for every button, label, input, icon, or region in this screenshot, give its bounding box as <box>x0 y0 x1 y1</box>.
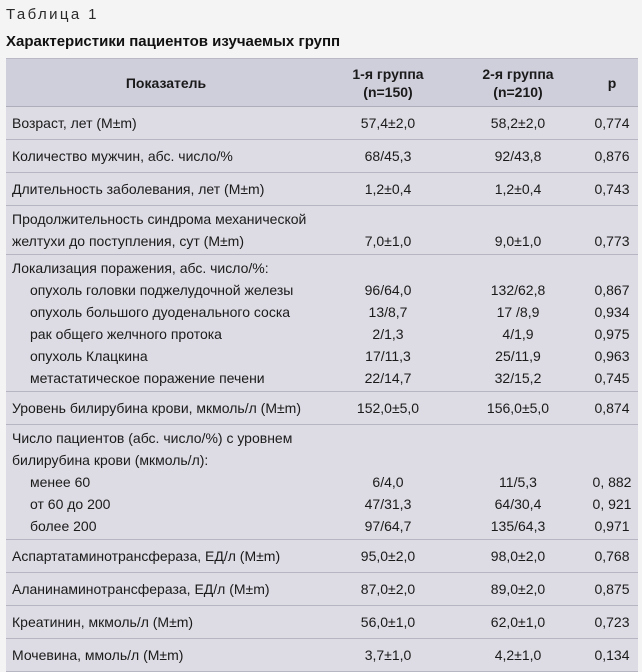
row-label: Число пациентов (абс. число/%) с уровнем <box>12 430 293 446</box>
sub-label: метастатическое поражение печени <box>30 370 265 386</box>
row-label: Возраст, лет (M±m) <box>12 115 137 131</box>
value-group1: 22/14,7 <box>364 370 412 386</box>
header-group1 <box>326 59 450 106</box>
row-localization <box>6 255 638 392</box>
row-urea <box>6 639 638 672</box>
patient-characteristics-table <box>6 58 638 672</box>
value-group2: 25/11,9 <box>495 348 541 364</box>
row-label: Креатинин, мкмоль/л (M±m) <box>12 614 194 630</box>
sub-row <box>6 323 638 345</box>
value-p: 0,743 <box>594 181 630 197</box>
value-p: 0,134 <box>594 647 630 663</box>
value-group2: 58,2±2,0 <box>490 115 546 131</box>
value-group2: 132/62,8 <box>490 282 546 298</box>
value-p: 0,874 <box>594 400 630 416</box>
value-group2: 17 /8,9 <box>496 304 540 320</box>
value-group1: 152,0±5,0 <box>356 400 420 416</box>
value-p: 0,934 <box>594 304 630 320</box>
row-label: Аланинаминотрансфераза, ЕД/л (M±m) <box>12 581 270 597</box>
value-group2: 32/15,2 <box>494 370 542 386</box>
table-header <box>6 59 638 107</box>
row-jaundice <box>6 206 638 255</box>
value-p: 0,745 <box>594 370 630 386</box>
value-p: 0,971 <box>594 518 630 534</box>
header-group2-name: 2-я группа <box>482 65 554 82</box>
sub-row <box>6 471 638 493</box>
sub-label: менее 60 <box>30 474 91 490</box>
row-men <box>6 140 638 173</box>
row-age <box>6 107 638 140</box>
row-label: Локализация поражения, абс. число/%: <box>12 260 269 276</box>
row-alt <box>6 573 638 606</box>
value-p: 0,876 <box>594 148 630 164</box>
value-group1: 17/11,3 <box>365 348 411 364</box>
row-creatinine <box>6 606 638 639</box>
sub-row <box>6 515 638 537</box>
table-title: Характеристики пациентов изучаемых групп <box>6 33 341 50</box>
row-label-cont: билирубина крови (мкмоль/л): <box>12 452 209 468</box>
value-group1: 56,0±1,0 <box>360 614 416 630</box>
value-group1: 96/64,0 <box>364 282 412 298</box>
sub-row <box>6 493 638 515</box>
row-label: Продолжительность синдрома механической <box>12 211 307 227</box>
value-group2: 11/5,3 <box>499 474 537 490</box>
value-group2: 64/30,4 <box>494 496 542 512</box>
header-indicator: Показатель <box>125 74 207 91</box>
value-group1: 57,4±2,0 <box>360 115 416 131</box>
value-group1: 95,0±2,0 <box>360 548 416 564</box>
header-group2 <box>450 59 586 106</box>
value-group1: 87,0±2,0 <box>360 581 416 597</box>
sub-label: более 200 <box>30 518 97 534</box>
value-p: 0,768 <box>594 548 630 564</box>
value-group1: 13/8,7 <box>368 304 408 320</box>
sub-row <box>6 345 638 367</box>
value-group2: 156,0±5,0 <box>486 400 550 416</box>
value-group2: 135/64,3 <box>490 518 546 534</box>
value-group2: 92/43,8 <box>494 148 542 164</box>
header-group2-n: (n=210) <box>493 83 543 100</box>
sub-row <box>6 279 638 301</box>
value-group1: 1,2±0,4 <box>364 181 412 197</box>
value-p: 0,875 <box>594 581 630 597</box>
table-caption: Таблица 1 <box>6 6 99 23</box>
sub-label: опухоль большого дуоденального соска <box>30 304 291 320</box>
value-group2: 62,0±1,0 <box>490 614 546 630</box>
value-group2: 89,0±2,0 <box>490 581 546 597</box>
sub-label: от 60 до 200 <box>30 496 111 512</box>
value-group1: 97/64,7 <box>364 518 412 534</box>
value-p: 0,723 <box>594 614 630 630</box>
value-group1: 6/4,0 <box>372 474 404 490</box>
row-label: Длительность заболевания, лет (M±m) <box>12 181 265 197</box>
value-p: 0,773 <box>594 233 630 249</box>
row-label: Мочевина, ммоль/л (M±m) <box>12 647 184 663</box>
value-group2: 4/1,9 <box>502 326 534 342</box>
row-label: Уровень билирубина крови, мкмоль/л (M±m) <box>12 400 302 416</box>
value-p: 0,867 <box>594 282 630 298</box>
sub-row <box>6 367 638 389</box>
value-p: 0,975 <box>594 326 630 342</box>
sub-label: опухоль Клацкина <box>30 348 148 364</box>
value-p: 0,774 <box>594 115 630 131</box>
header-group1-n: (n=150) <box>363 83 413 100</box>
value-group1: 7,0±1,0 <box>364 233 412 249</box>
row-label: Аспартатаминотрансфераза, ЕД/л (M±m) <box>12 548 281 564</box>
header-p: p <box>607 74 617 91</box>
row-duration <box>6 173 638 206</box>
value-group1: 47/31,3 <box>364 496 412 512</box>
value-group2: 9,0±1,0 <box>494 233 542 249</box>
header-group1-name: 1-я группа <box>352 65 424 82</box>
sub-row <box>6 301 638 323</box>
value-group1: 68/45,3 <box>364 148 412 164</box>
value-group2: 4,2±1,0 <box>494 647 542 663</box>
value-group2: 1,2±0,4 <box>494 181 542 197</box>
row-bilirubin-count <box>6 425 638 540</box>
value-group1: 2/1,3 <box>372 326 404 342</box>
sub-label: рак общего желчного протока <box>30 326 222 342</box>
value-p: 0, 921 <box>592 496 632 512</box>
row-label: Количество мужчин, абс. число/% <box>12 148 233 164</box>
value-p: 0, 882 <box>592 474 632 490</box>
value-group1: 3,7±1,0 <box>364 647 412 663</box>
row-bilirubin <box>6 392 638 425</box>
value-group2: 98,0±2,0 <box>490 548 546 564</box>
sub-label: опухоль головки поджелудочной железы <box>30 282 294 298</box>
value-p: 0,963 <box>594 348 630 364</box>
row-ast <box>6 540 638 573</box>
row-label-cont: желтухи до поступления, сут (M±m) <box>12 233 244 249</box>
